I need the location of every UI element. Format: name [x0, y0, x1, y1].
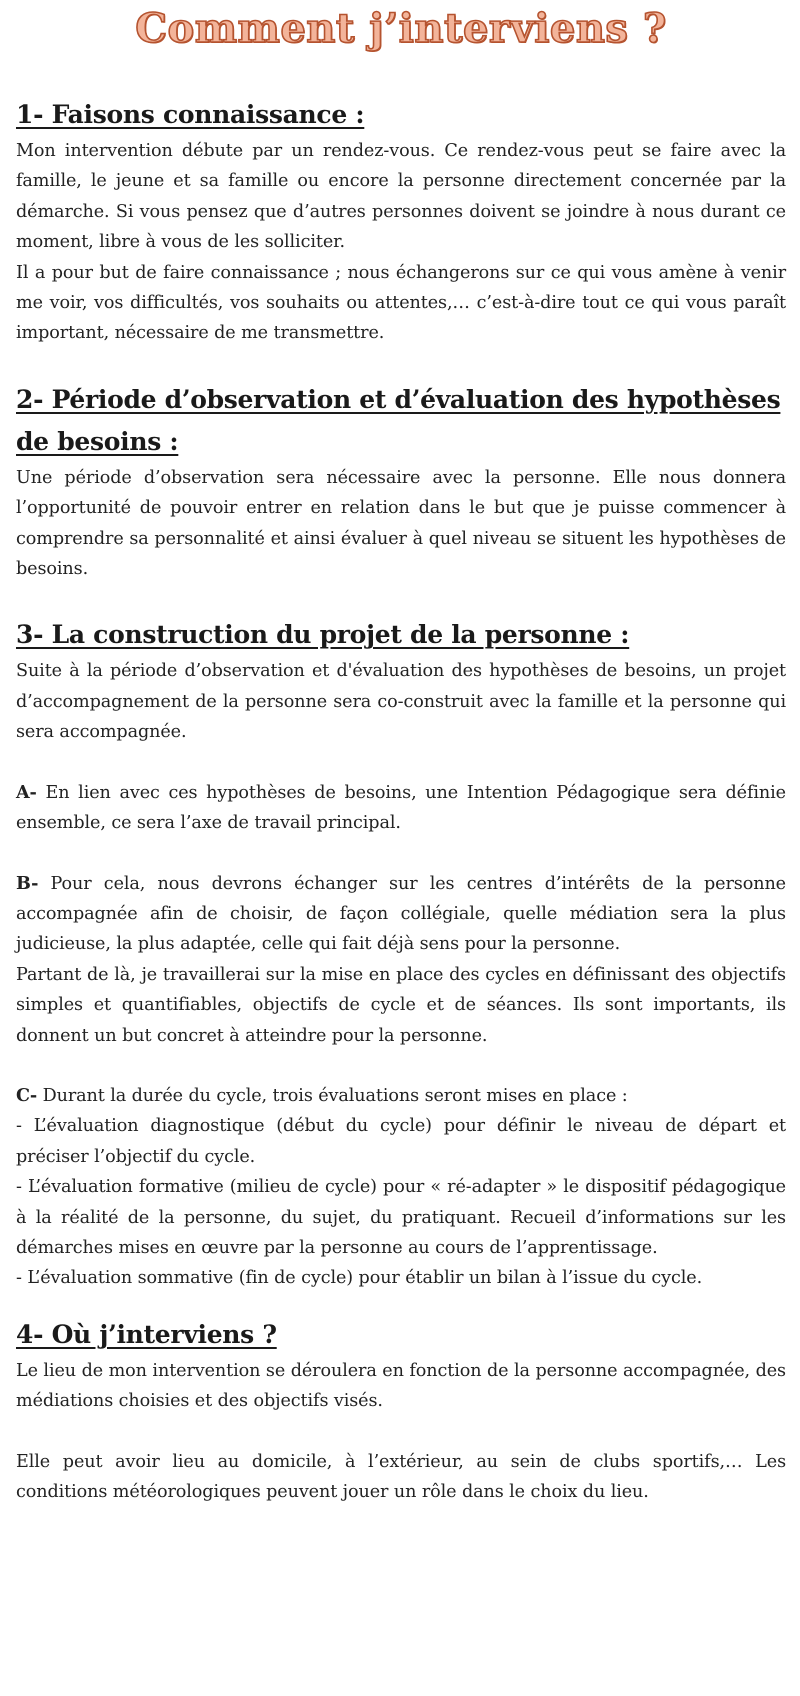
document-page — [16, 0, 786, 1507]
spacer — [16, 839, 786, 869]
spacer — [16, 1294, 786, 1314]
item-b — [16, 869, 786, 960]
paragraph: Le lieu de mon intervention se déroulera en fonction de la personne accompagnée, des médiations choisies et des objectifs visés. — [16, 1360, 786, 1412]
evaluation-item: - L’évaluation sommative (fin de cycle) pour établir un bilan à l’issue du cycle. — [16, 1268, 703, 1289]
item-b-text: Pour cela, nous devrons échanger sur les centres d’intérêts de la personne accompagnée afin de choisir, de façon collégiale, quelle médiation sera la plus judicieuse, la plus adaptée, celle qui fait déjà sens pour la personne. — [16, 873, 786, 955]
section-heading-1: 1- Faisons connaissance : — [16, 100, 365, 129]
item-a-text: En lien avec ces hypothèses de besoins, une Intention Pédagogique sera définie ensemble, ce sera l’axe de travail principal. — [16, 782, 786, 834]
section-heading-4: 4- Où j’interviens ? — [16, 1319, 277, 1349]
section-heading-3: 3- La construction du projet de la personne : — [16, 620, 630, 650]
paragraph: Suite à la période d’observation et d'évaluation des hypothèses de besoins, un projet d’accompagnement de la personne sera co-construit avec la famille et la personne qui sera accompagnée. — [16, 661, 786, 743]
spacer — [16, 1051, 786, 1081]
section-heading-2: 2- Période d’observation et d’évaluation des hypothèses de besoins : — [16, 384, 781, 456]
item-c-label: C- — [16, 1084, 38, 1106]
spacer — [16, 584, 786, 614]
paragraph: Une période d’observation sera nécessaire avec la personne. Elle nous donnera l’opportunité de pouvoir entrer en relation dans le but que je puisse commencer à comprendre sa personnalité et ainsi évaluer à quel niveau se situent les hypothèses de besoins. — [16, 467, 786, 580]
evaluation-item: - L’évaluation diagnostique (début du cycle) pour définir le niveau de départ et préciser l’objectif du cycle. — [16, 1116, 786, 1167]
spacer — [16, 748, 786, 778]
item-c-text: Durant la durée du cycle, trois évaluations seront mises en place : — [37, 1085, 628, 1106]
spacer — [16, 1417, 786, 1447]
paragraph: Elle peut avoir lieu au domicile, à l’extérieur, au sein de clubs sportifs,… Les conditions météorologiques peuvent jouer un rôle dans le choix du lieu. — [16, 1451, 786, 1502]
page-title: Comment j’interviens ? — [135, 5, 667, 52]
paragraph: Mon intervention débute par un rendez-vous. Ce rendez-vous peut se faire avec la famille, le jeune et sa famille ou encore la personne directement concernée par la démarche. Si vous pensez que d’autres personnes doivent se joindre à nous durant ce moment, libre à vous de les solliciter. — [16, 141, 786, 253]
item-c — [16, 1081, 786, 1111]
paragraph: Il a pour but de faire connaissance ; nous échangerons sur ce qui vous amène à venir me voir, vos difficultés, vos souhaits ou attentes,… c’est-à-dire tout ce qui vous paraît important, nécessaire de me transmettre. — [16, 262, 786, 344]
paragraph: Partant de là, je travaillerai sur la mise en place des cycles en définissant des objectifs simples et quantifiables, objectifs de cycle et de séances. Ils sont importants, ils donnent un but concret à atteindre pour la personne. — [16, 964, 786, 1046]
item-b-label: B- — [16, 872, 39, 894]
evaluation-item: - L’évaluation formative (milieu de cycle) pour « ré-adapter » le dispositif pédagogique à la réalité de la personne, du sujet, du pratiquant. Recueil d’informations sur les démarches mises en œuvre par la personne au cours de l’apprentissage. — [16, 1177, 786, 1258]
item-a — [16, 778, 786, 839]
spacer — [16, 349, 786, 379]
item-a-label: A- — [16, 781, 37, 803]
